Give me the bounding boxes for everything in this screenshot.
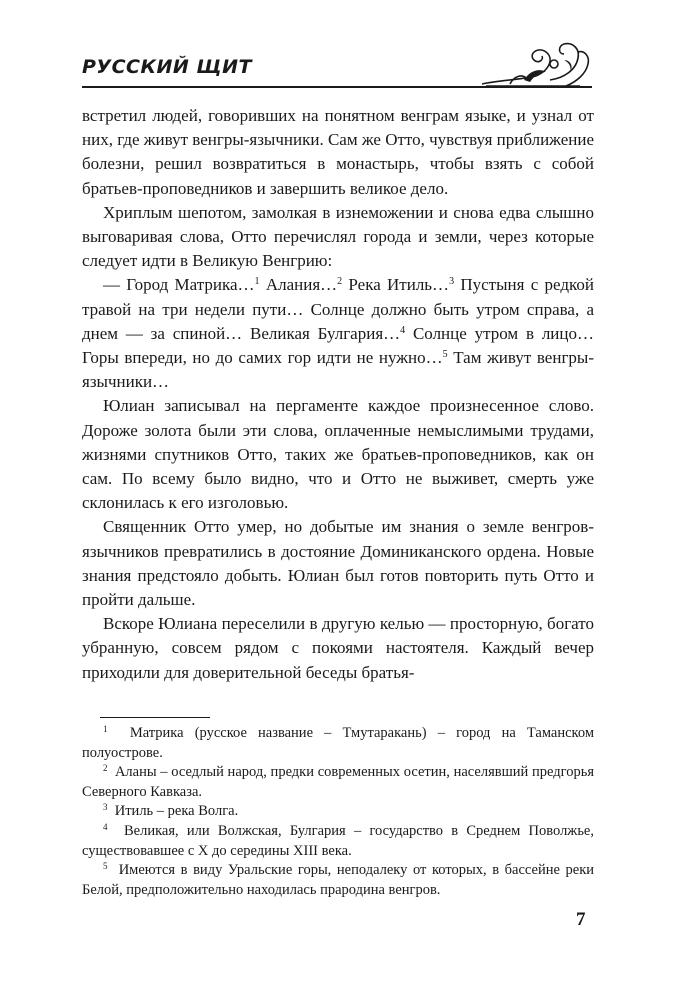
footnote — [82, 724, 594, 763]
footnote — [82, 802, 594, 822]
footnote-text: Имеются в виду Уральские горы, неподалеку от которых, в бассейне реки Белой, предположительно находилась прародина венгров. — [82, 862, 595, 898]
paragraph — [82, 612, 594, 685]
footnote — [82, 763, 594, 802]
footnote-ref: 2 — [337, 276, 343, 288]
text-run: Там живут венгры-язычники… — [82, 348, 595, 392]
main-text — [82, 104, 594, 685]
footnote-number: 2 — [103, 763, 108, 774]
ornament-icon — [480, 40, 592, 88]
paragraph — [82, 201, 594, 274]
text-run: Священник Отто умер, но добытые им знания о земле венгров-язычников превратились в достояние Доминиканского ордена. Новые знания предстояло добыть. Юлиан был готов повторить путь Отто и пройти дальше. — [82, 517, 594, 610]
text-run: Река Итиль… — [342, 275, 450, 295]
text-run: Хриплым шепотом, замолкая в изнеможении и снова едва слышно выговаривая слова, Отто перечислял города и земли, через которые следует идти в Великую Венгрию: — [82, 202, 594, 271]
page-number: 7 — [576, 909, 586, 930]
paragraph — [82, 104, 594, 201]
paragraph — [82, 515, 594, 612]
book-title: РУССКИЙ ЩИТ — [82, 56, 252, 78]
footnote-ref: 4 — [400, 324, 406, 336]
paragraph — [82, 273, 594, 394]
header-divider — [82, 86, 592, 88]
text-run: Вскоре Юлиана переселили в другую келью — просторную, богато убранную, совсем рядом с покоями настоятеля. Каждый вечер приходили для доверительной беседы братья- — [82, 614, 594, 682]
footnote-number: 1 — [103, 724, 108, 734]
paragraph — [82, 394, 594, 515]
footnote-ref: 1 — [254, 276, 260, 288]
footnote-number: 5 — [103, 861, 108, 872]
running-header — [82, 54, 590, 86]
footnote — [82, 822, 594, 861]
footnote-number: 3 — [103, 802, 108, 813]
footnote-divider — [100, 717, 210, 718]
text-run: — Город Матрика… — [103, 275, 255, 295]
text-run: Пустыня с редкой травой на три недели пути… Солнце должно быть утром справа, а днем — за спиной… Великая Булгария… — [82, 275, 594, 343]
text-run: Алания… — [259, 275, 338, 295]
footnote-number: 4 — [103, 821, 108, 832]
footnotes — [82, 724, 594, 900]
text-run: Юлиан записывал на пергаменте каждое произнесенное слово. Дороже золота были эти слова, оплаченные немыслимыми трудами, жизнями спутников Отто, таких же братьев-проповедников, как он сам. По всему было видно, что и Отто не выживет, смерть уже склонилась к его изголовью. — [82, 396, 594, 513]
footnote-text: Матрика (русское название – Тмутаракань) – город на Таманском полуострове. — [82, 725, 595, 761]
footnote-ref: 5 — [442, 349, 448, 361]
footnote-text: Великая, или Волжская, Булгария – государство в Среднем Поволжье, существовавшее с X до середины XIII века. — [82, 822, 594, 859]
footnote-text: Аланы – оседлый народ, предки современных осетин, населявший предгорья Северного Кавказа. — [82, 764, 595, 800]
text-run: Солнце утром в лицо… Горы впереди, но до самих гор идти не нужно… — [82, 323, 594, 368]
footnote-text: Итиль – река Волга. — [114, 803, 239, 820]
footnote-ref: 3 — [449, 276, 455, 288]
footnote — [82, 861, 594, 900]
text-run: встретил людей, говоривших на понятном венграм языке, и узнал от них, где живут венгры-язычники. Сам же Отто, чувствуя приближение болезни, решил возвратиться в монастырь, чтобы взять с собой братьев-проповедников и завершить великое дело. — [82, 106, 594, 198]
